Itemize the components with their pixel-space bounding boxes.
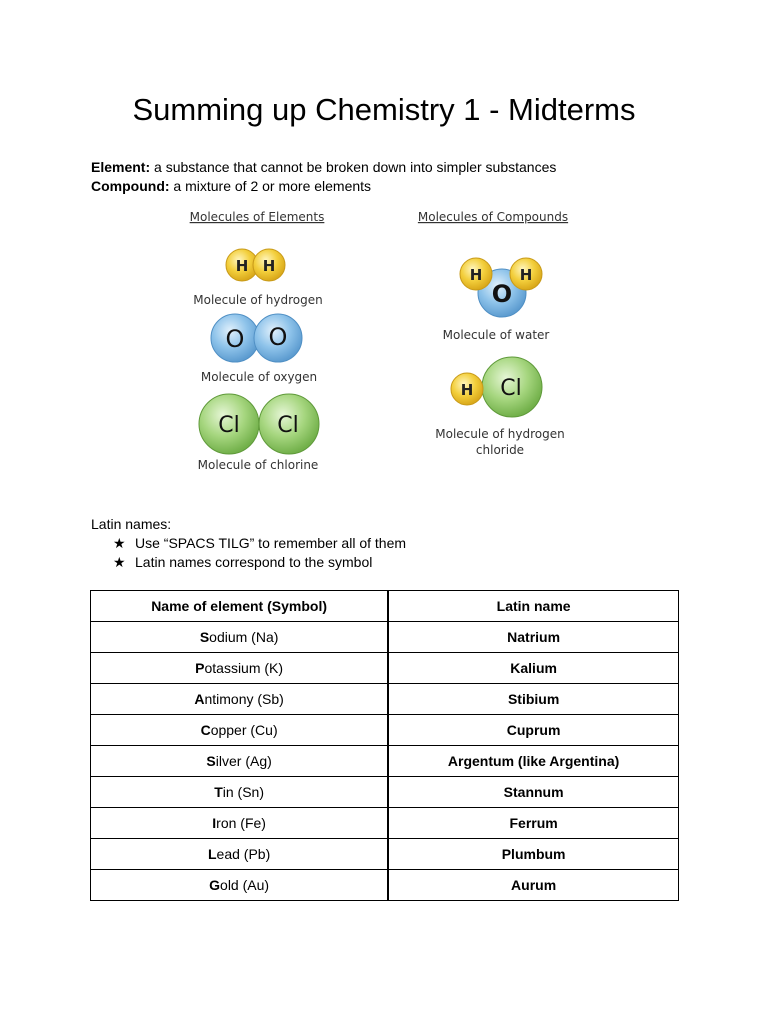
star-icon: ★	[113, 554, 126, 570]
definitions	[91, 158, 556, 196]
atom-symbol: Cl	[277, 413, 299, 438]
latin-name-cell: Aurum	[388, 870, 678, 901]
latin-names-label: Latin names:	[91, 516, 172, 532]
element-name-rest: ron (Fe)	[216, 815, 266, 831]
atom-symbol: H	[519, 266, 533, 284]
latin-names-section	[91, 515, 406, 572]
oxygen-molecule	[211, 314, 302, 362]
element-name-rest: ead (Pb)	[216, 846, 271, 862]
element-name-cell	[91, 622, 389, 653]
list-item-text: Latin names correspond to the symbol	[135, 554, 373, 570]
table-row	[91, 808, 679, 839]
element-name-cell	[91, 839, 389, 870]
list-item	[113, 534, 406, 553]
table-row	[91, 684, 679, 715]
element-name-rest: in (Sn)	[222, 784, 264, 800]
table-header-row	[91, 591, 679, 622]
element-name-cell	[91, 746, 389, 777]
element-name-rest: old (Au)	[220, 877, 270, 893]
hydrogen-chloride-molecule	[451, 357, 542, 417]
header-element-name: Name of element (Symbol)	[91, 591, 389, 622]
latin-name-cell: Argentum (like Argentina)	[388, 746, 678, 777]
atom-symbol: Cl	[500, 376, 522, 401]
latin-names-table	[90, 590, 679, 901]
atom-symbol: O	[225, 325, 245, 353]
latin-name-cell: Kalium	[388, 653, 678, 684]
element-name-cell	[91, 808, 389, 839]
table-row	[91, 746, 679, 777]
caption-hydrogen: Molecule of hydrogen	[193, 293, 323, 307]
list-item-text: Use “SPACS TILG” to remember all of them	[135, 535, 407, 551]
chlorine-molecule	[199, 394, 319, 454]
initial-letter: C	[200, 722, 211, 738]
definition-text: a mixture of 2 or more elements	[169, 178, 372, 194]
element-name-cell	[91, 870, 389, 901]
atom-symbol: H	[469, 266, 483, 284]
atom-symbol: Cl	[218, 413, 240, 438]
table-row	[91, 622, 679, 653]
molecules-diagram	[180, 200, 580, 490]
table-row	[91, 715, 679, 746]
caption-chlorine: Molecule of chlorine	[197, 458, 319, 472]
element-name-cell	[91, 777, 389, 808]
element-name-rest: ilver (Ag)	[215, 753, 272, 769]
latin-name-cell: Natrium	[388, 622, 678, 653]
compounds-heading: Molecules of Compounds	[417, 210, 569, 224]
hydrogen-molecule	[226, 249, 285, 281]
latin-name-cell: Cuprum	[388, 715, 678, 746]
element-name-rest: odium (Na)	[209, 629, 279, 645]
page-title: Summing up Chemistry 1 - Midterms	[132, 92, 636, 127]
table-row	[91, 839, 679, 870]
atom-symbol: O	[268, 323, 288, 351]
element-name-rest: opper (Cu)	[210, 722, 278, 738]
molecules-figure	[180, 200, 580, 490]
caption-hcl: Molecule of hydrogen	[435, 427, 565, 441]
table-row	[91, 777, 679, 808]
definition-element	[91, 158, 556, 177]
definition-term: Compound:	[91, 178, 170, 194]
element-name-rest: ntimony (Sb)	[204, 691, 284, 707]
water-molecule	[460, 258, 542, 317]
element-name-cell	[91, 653, 389, 684]
atom-symbol: H	[262, 257, 276, 275]
initial-letter: T	[214, 784, 223, 800]
initial-letter: G	[209, 877, 221, 893]
header-latin-name: Latin name	[388, 591, 678, 622]
elements-heading: Molecules of Elements	[189, 210, 325, 224]
initial-letter: S	[206, 753, 216, 769]
caption-hcl: chloride	[475, 443, 525, 457]
definition-term: Element:	[91, 159, 151, 175]
latin-name-cell: Plumbum	[388, 839, 678, 870]
definition-text: a substance that cannot be broken down into simpler substances	[150, 159, 557, 175]
initial-letter: I	[212, 815, 217, 831]
caption-water: Molecule of water	[442, 328, 550, 342]
initial-letter: S	[199, 629, 210, 645]
list-item	[113, 553, 406, 572]
atom-symbol: O	[491, 280, 513, 308]
initial-letter: L	[207, 846, 217, 862]
table-row	[91, 653, 679, 684]
caption-oxygen: Molecule of oxygen	[200, 370, 318, 384]
latin-name-cell: Ferrum	[388, 808, 678, 839]
element-name-cell	[91, 684, 389, 715]
atom-symbol: H	[235, 257, 249, 275]
latin-tips-list	[91, 534, 406, 572]
atom-symbol: H	[460, 381, 474, 399]
element-name-cell	[91, 715, 389, 746]
initial-letter: P	[195, 660, 205, 676]
initial-letter: A	[194, 691, 205, 707]
table-row	[91, 870, 679, 901]
latin-name-cell: Stannum	[388, 777, 678, 808]
element-name-rest: otassium (K)	[204, 660, 284, 676]
star-icon: ★	[113, 535, 126, 551]
definition-compound	[91, 177, 556, 196]
latin-name-cell: Stibium	[388, 684, 678, 715]
